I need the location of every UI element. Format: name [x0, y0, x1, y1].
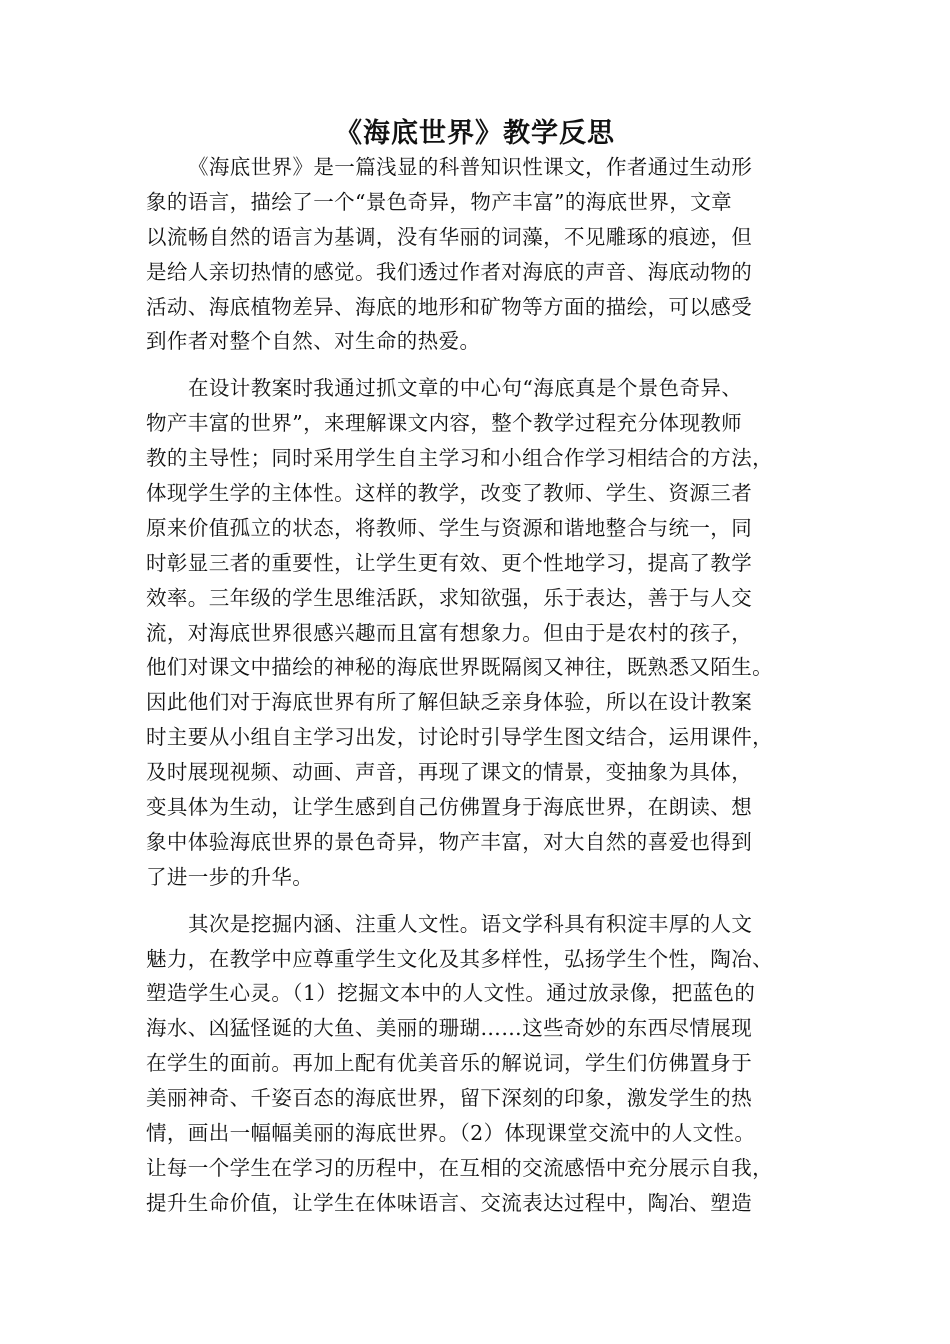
text-line: 情，画出一幅幅美丽的海底世界。（2）体现课堂交流中的人文性。: [146, 1121, 756, 1146]
text-line: 以流畅自然的语言为基调，没有华丽的词藻，不见雕琢的痕迹，但: [146, 224, 753, 249]
text-line: 他们对课文中描绘的神秘的海底世界既隔阂又神往，既熟悉又陌生。: [146, 655, 773, 680]
text-line: 教的主导性；同时采用学生自主学习和小组合作学习相结合的方法，: [146, 446, 773, 471]
text-line: 效率。三年级的学生思维活跃，求知欲强，乐于表达，善于与人交: [146, 585, 753, 610]
text-line: 象中体验海底世界的景色奇异，物产丰富，对大自然的喜爱也得到: [146, 829, 753, 854]
text-line: 时主要从小组自主学习出发，讨论时引导学生图文结合，运用课件，: [146, 725, 773, 750]
document-title: 《海底世界》教学反思: [335, 118, 615, 149]
text-line: 到作者对整个自然、对生命的热爱。: [146, 329, 481, 354]
text-line: 其次是挖掘内涵、注重人文性。语文学科具有积淀丰厚的人文: [188, 911, 753, 936]
paragraph-gap: [146, 895, 826, 907]
text-line: 流，对海底世界很感兴趣而且富有想象力。但由于是农村的孩子，: [146, 620, 753, 645]
text-line: 活动、海底植物差异、海底的地形和矿物等方面的描绘，可以感受: [146, 294, 753, 319]
paragraph-2: [146, 371, 826, 894]
text-line: 魅力，在教学中应尊重学生文化及其多样性，弘扬学生个性，陶冶、: [146, 946, 773, 971]
text-line: 让每一个学生在学习的历程中，在互相的交流感悟中充分展示自我，: [146, 1155, 773, 1180]
text-line: 原来价值孤立的状态，将教师、学生与资源和谐地整合与统一，同: [146, 515, 753, 540]
paragraph-gap: [146, 359, 826, 371]
text-line: 是给人亲切热情的感觉。我们透过作者对海底的声音、海底动物的: [146, 259, 753, 284]
text-line: 变具体为生动，让学生感到自己仿佛置身于海底世界，在朗读、想: [146, 795, 753, 820]
text-line: 在设计教案时我通过抓文章的中心句“海底真是个景色奇异、: [188, 376, 743, 401]
text-line: 《海底世界》是一篇浅显的科普知识性课文，作者通过生动形: [188, 155, 753, 179]
text-line: 美丽神奇、千姿百态的海底世界，留下深刻的印象，激发学生的热: [146, 1086, 753, 1111]
text-line: 象的语言，描绘了一个“景色奇异，物产丰富”的海底世界，文章: [146, 189, 733, 214]
text-line: 了进一步的升华。: [146, 864, 314, 889]
text-line: 在学生的面前。再加上配有优美音乐的解说词，学生们仿佛置身于: [146, 1051, 753, 1076]
text-line: 体现学生学的主体性。这样的教学，改变了教师、学生、资源三者: [146, 481, 753, 506]
text-line: 塑造学生心灵。（1）挖掘文本中的人文性。通过放录像，把蓝色的: [146, 981, 756, 1006]
paragraph-1: [146, 150, 826, 359]
paragraph-3: [146, 907, 826, 1221]
text-line: 提升生命价值，让学生在体味语言、交流表达过程中，陶冶、塑造: [146, 1190, 753, 1215]
text-line: 及时展现视频、动画、声音，再现了课文的情景，变抽象为具体，: [146, 760, 753, 785]
document-body: [146, 150, 826, 1221]
text-line: 海水、凶猛怪诞的大鱼、美丽的珊瑚……这些奇妙的东西尽情展现: [146, 1016, 753, 1041]
text-line: 物产丰富的世界”，来理解课文内容，整个教学过程充分体现教师: [146, 411, 743, 436]
text-line: 时彰显三者的重要性，让学生更有效、更个性地学习，提高了教学: [146, 550, 753, 575]
text-line: 因此他们对于海底世界有所了解但缺乏亲身体验，所以在设计教案: [146, 690, 753, 715]
